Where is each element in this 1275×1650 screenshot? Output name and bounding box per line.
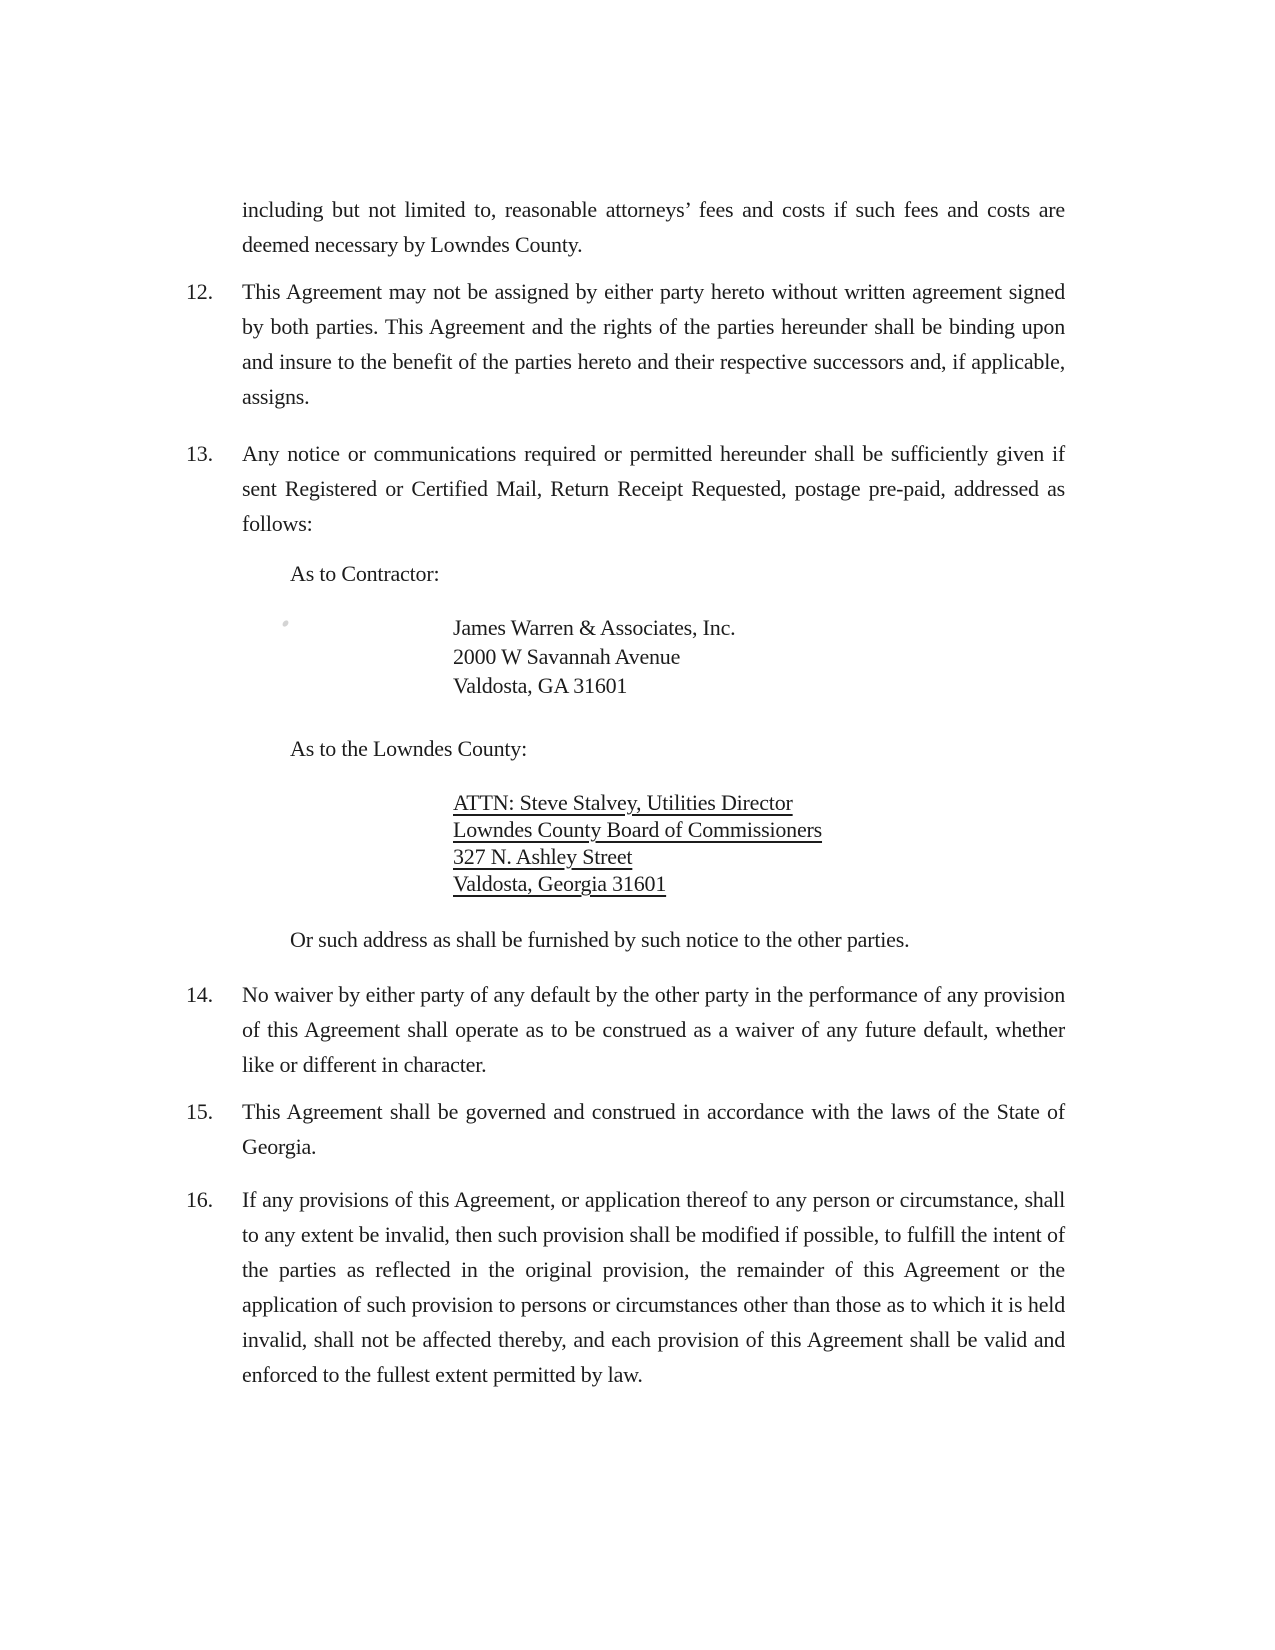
contractor-notice-label: As to Contractor: bbox=[290, 561, 440, 586]
county-address bbox=[453, 789, 822, 897]
clause-13-text: Any notice or communications required or permitted hereunder shall be sufficiently given if sent Registered or Certified Mail, Return Receipt Requested, postage pre-paid, addressed as follows: bbox=[242, 441, 1065, 536]
county-notice-label: As to the Lowndes County: bbox=[290, 736, 527, 761]
clause-15 bbox=[186, 1094, 1065, 1164]
scan-artifact bbox=[281, 619, 289, 628]
contractor-address-line-1: James Warren & Associates, Inc. bbox=[453, 615, 736, 640]
clause-12-text: This Agreement may not be assigned by either party hereto without written agreement signed by both parties. This Agreement and the rights of the parties hereunder shall be binding upon and insure to the benefit of the parties hereto and their respective successors and, if applicable, assigns. bbox=[242, 279, 1065, 409]
clause-12-number: 12. bbox=[186, 279, 213, 304]
clause-13 bbox=[186, 436, 1065, 541]
county-address-line-2: Lowndes County Board of Commissioners bbox=[453, 817, 823, 842]
clause-14-number: 14. bbox=[186, 982, 213, 1007]
paragraph-continuation: including but not limited to, reasonable attorneys’ fees and costs if such fees and costs are deemed necessary by Lowndes County. bbox=[242, 197, 1065, 257]
county-address-line-4: Valdosta, Georgia 31601 bbox=[453, 871, 667, 896]
clause-13-number: 13. bbox=[186, 441, 213, 466]
address-fallback-text: Or such address as shall be furnished by such notice to the other parties. bbox=[290, 927, 910, 952]
contractor-address bbox=[453, 613, 735, 700]
county-address-line-1: ATTN: Steve Stalvey, Utilities Director bbox=[453, 790, 793, 815]
county-address-line-3: 327 N. Ashley Street bbox=[453, 844, 633, 869]
contractor-address-line-3: Valdosta, GA 31601 bbox=[453, 673, 628, 698]
clause-12 bbox=[186, 274, 1065, 414]
clause-15-text: This Agreement shall be governed and construed in accordance with the laws of the State of Georgia. bbox=[242, 1099, 1065, 1159]
clause-16 bbox=[186, 1182, 1065, 1392]
contractor-address-line-2: 2000 W Savannah Avenue bbox=[453, 644, 681, 669]
clause-16-number: 16. bbox=[186, 1187, 213, 1212]
clause-14 bbox=[186, 977, 1065, 1082]
clause-15-number: 15. bbox=[186, 1099, 213, 1124]
clause-16-text: If any provisions of this Agreement, or application thereof to any person or circumstance, shall to any extent be invalid, then such provision shall be modified if possible, to fulfill the intent of the parties as reflected in the original provision, the remainder of this Agreement or the application of such provision to persons or circumstances other than those as to which it is held invalid, shall not be affected thereby, and each provision of this Agreement shall be valid and enforced to the fullest extent permitted by law. bbox=[242, 1187, 1065, 1387]
clause-14-text: No waiver by either party of any default by the other party in the performance of any provision of this Agreement shall operate as to be construed as a waiver of any future default, whether like or different in character. bbox=[242, 982, 1065, 1077]
